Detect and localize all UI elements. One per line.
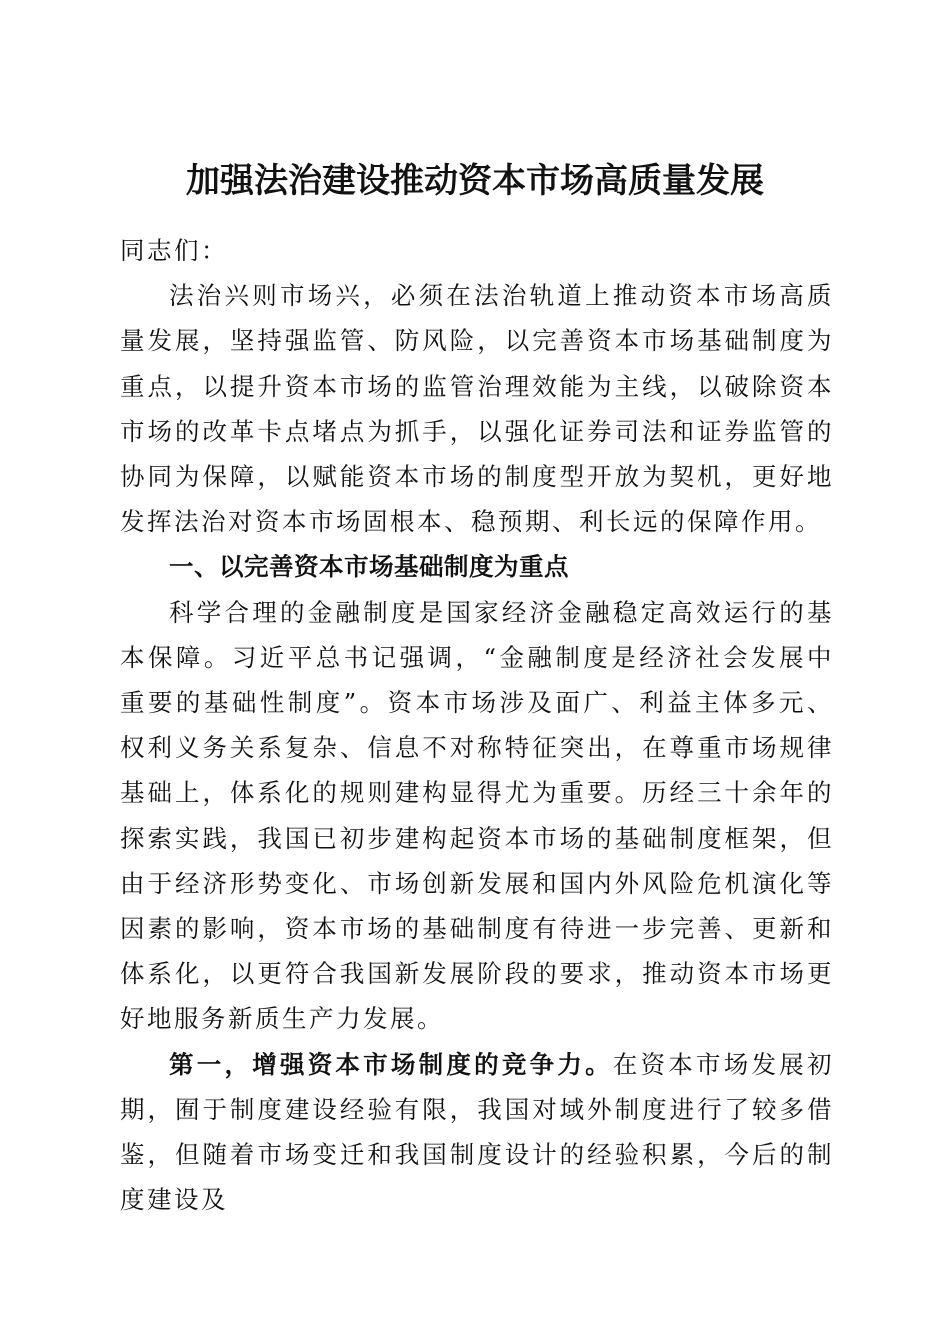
point-1-paragraph: [120, 1042, 834, 1223]
point-1-lead: 第一，增强资本市场制度的竞争力。: [169, 1049, 613, 1079]
section-heading-1: 一、以完善资本市场基础制度为重点: [169, 552, 569, 582]
salutation: 同志们：: [120, 236, 228, 265]
document-body: [120, 228, 834, 1222]
intro-paragraph: 法治兴则市场兴，必须在法治轨道上推动资本市场高质量发展，坚持强监管、防风险，以完善资本市场基础制度为重点，以提升资本市场的监管治理效能为主线，以破除资本市场的改革卡点堵点为抓手，以强化证券司法和证券监管的协同为保障，以赋能资本市场的制度型开放为契机，更好地发挥法治对资本市场固根本、稳预期、利长远的保障作用。: [120, 281, 834, 537]
document-title: 加强法治建设推动资本市场高质量发展: [186, 160, 764, 201]
point-1-text: 在资本市场发展初期，囿于制度建设经验有限，我国对域外制度进行了较多借鉴，但随着市场变迁和我国制度设计的经验积累，今后的制度建设及: [120, 1049, 835, 1215]
section-1-paragraph: 科学合理的金融制度是国家经济金融稳定高效运行的基本保障。习近平总书记强调，“金融制度是经济社会发展中重要的基础性制度”。资本市场涉及面广、利益主体多元、权利义务关系复杂、信息不对称特征突出，在尊重市场规律基础上，体系化的规则建构显得尤为重要。历经三十余年的探索实践，我国已初步建构起资本市场的基础制度框架，但由于经济形势变化、市场创新发展和国内外风险危机演化等因素的影响，资本市场的基础制度有待进一步完善、更新和体系化，以更符合我国新发展阶段的要求，推动资本市场更好地服务新质生产力发展。: [120, 597, 834, 1034]
